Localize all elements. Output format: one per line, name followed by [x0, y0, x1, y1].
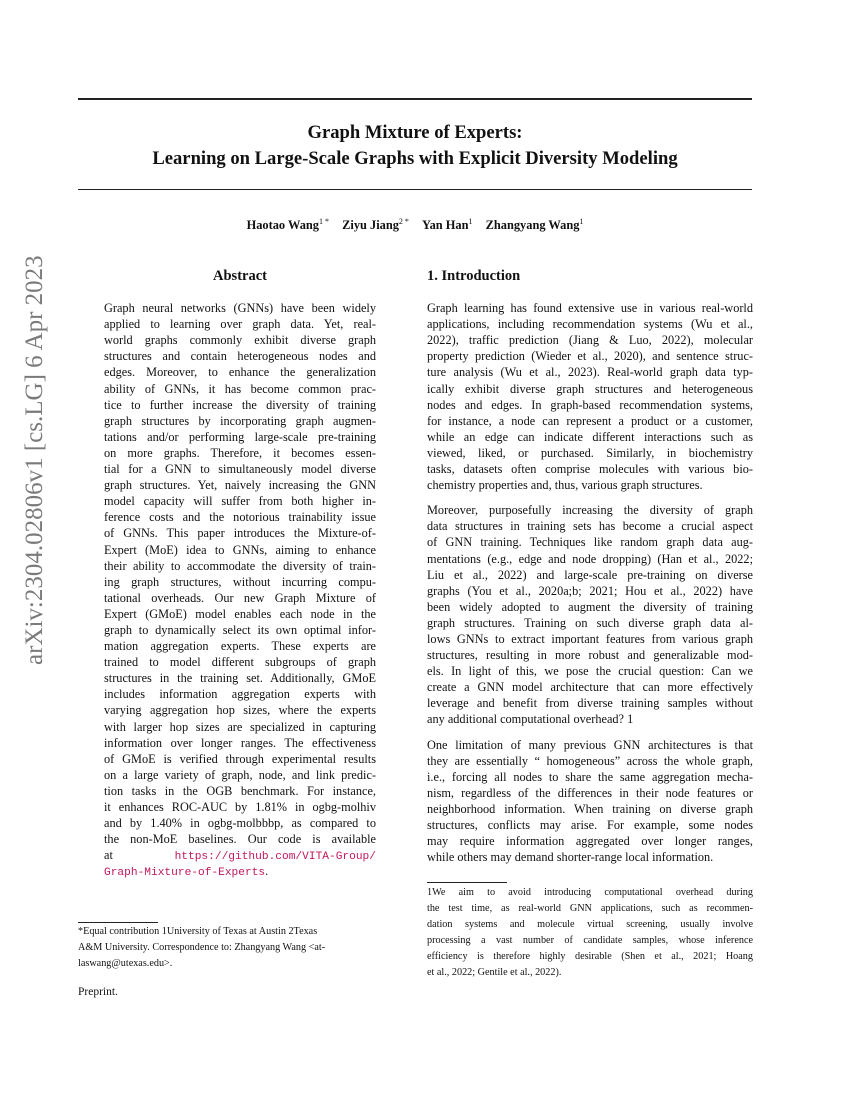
text-line: tasks, datasets often comprise molecules with various bio- — [427, 462, 753, 477]
title-bottom-rule — [78, 189, 752, 190]
footnote-computational-overhead — [427, 886, 753, 983]
text-line: graph structures. Yet, naively increasing the GNN — [104, 478, 376, 493]
text-line: mation aggregation experts. These experts are — [104, 639, 376, 654]
text-line: any additional computational overhead? 1 — [427, 712, 634, 727]
author-affiliation-mark: 2 * — [398, 216, 409, 226]
text-line: of GNN training. Techniques like random graph data aug- — [427, 535, 753, 550]
text-line: graph structures. Training on such diverse graph data al- — [427, 615, 753, 630]
abstract-url-suffix: . — [265, 864, 269, 879]
text-line: trained to model different subgroups of graph — [104, 655, 376, 670]
author-name: Yan Han — [422, 218, 469, 232]
author-name: Haotao Wang — [246, 218, 319, 232]
text-line: efficiency is therefore highly desirable (Shen et al., 2021; Hoang — [427, 951, 753, 963]
text-line: while others may demand shorter-range local information. — [427, 850, 714, 865]
abstract-url-line — [104, 847, 376, 863]
text-line: ture analysis (Wu et al., 2023). Real-world graph data typ- — [427, 365, 753, 380]
introduction-paragraph-3 — [427, 737, 753, 866]
abstract-url-prefix: at — [104, 848, 113, 863]
text-line: processing a vast number of candidate samples, whose inference — [427, 935, 753, 947]
text-line: ference costs and the notorious trainability issue — [104, 510, 376, 525]
paper-title-line-2: Learning on Large-Scale Graphs with Explicit Diversity Modeling — [152, 148, 678, 169]
text-line: graph to dynamically select its own optimal infor- — [104, 622, 376, 637]
text-line: mentations (e.g., edge and node dropping) (Han et al., 2022; — [427, 551, 753, 566]
text-line: varying aggregation hop sizes, where the experts — [104, 703, 376, 718]
text-line: One limitation of many previous GNN architectures is that — [427, 737, 753, 752]
introduction-heading: 1. Introduction — [427, 268, 521, 284]
text-line: tion tasks in the OGB benchmark. For instance, — [104, 783, 376, 798]
text-line: world graphs commonly exhibit diverse graph — [104, 333, 376, 348]
text-line: applications, including recommendation systems (Wu et al., — [427, 317, 753, 332]
text-line: nism, regardless of the differences in their node features or — [427, 785, 753, 800]
text-line: for instance, a node can represent a product or a customer, — [427, 413, 753, 428]
text-line: Moreover, purposefully increasing the diversity of graph — [427, 503, 753, 518]
code-repository-link[interactable]: https://github.com/VITA-Group/ — [174, 851, 376, 864]
author-affiliation-mark: 1 * — [319, 216, 329, 226]
author-affiliation-mark: 1 — [579, 216, 584, 226]
text-line: on a large variety of graph, node, and link predic- — [104, 767, 376, 782]
abstract-body — [104, 300, 376, 847]
text-line: been widely adopted to augment the diversity of training — [427, 599, 753, 614]
text-line: structures, resulting in more robust and generalizable mod- — [427, 648, 753, 663]
author — [486, 218, 584, 232]
arxiv-identifier-stamp[interactable]: arXiv:2304.02806v1 [cs.LG] 6 Apr 2023 — [21, 255, 48, 665]
text-line: Graph neural networks (GNNs) have been widely — [104, 301, 376, 316]
text-line: graph structures by incorporating graph augmen- — [104, 413, 376, 428]
text-line: of GMoE is verified through experimental results — [104, 751, 376, 766]
text-line: Expert (MoE) idea to GNNs, aiming to enhance — [104, 542, 376, 557]
author-affiliation-mark: 1 — [468, 216, 473, 226]
introduction-column — [427, 268, 753, 874]
text-line: 1We aim to avoid introducing computational overhead during — [427, 887, 753, 898]
text-line: data structures in training sets has become a crucial aspect — [427, 519, 753, 534]
text-line: and by 1.40% in ogbg-molbbbp, as compared to — [104, 816, 376, 831]
text-line: tial for a GNN to simultaneously model diverse — [104, 462, 376, 477]
text-line: Expert (GMoE) model enables each node in the — [104, 606, 376, 621]
text-line: ically exhibit diverse graph structures and heterogeneous — [427, 381, 753, 396]
text-line: tational overheads. Our new Graph Mixture of — [104, 590, 376, 605]
text-line: viewed, liked, or purchased. Similarly, in biochemistry — [427, 445, 753, 460]
footnote-line: *Equal contribution 1University of Texas at Austin 2Texas — [78, 926, 318, 937]
footnote-line: laswang@utexas.edu>. — [78, 958, 173, 970]
text-line: on more graphs. Therefore, it becomes essen- — [104, 445, 376, 460]
text-line: it enhances ROC-AUC by 1.81% in ogbg-molhiv — [104, 800, 376, 814]
abstract-heading: Abstract — [213, 268, 267, 284]
text-line: includes information aggregation experts with — [104, 687, 376, 702]
text-line: they are essentially “ homogeneous” across the whole graph, — [427, 753, 753, 768]
text-line: et al., 2022; Gentile et al., 2022). — [427, 967, 562, 979]
author-name: Zhangyang Wang — [485, 218, 580, 232]
introduction-paragraph-2 — [427, 502, 753, 727]
text-line: ability of GNNs, it has become common prac- — [104, 381, 376, 396]
text-line: with larger hop sizes are specialized in capturing — [104, 719, 376, 734]
paper-title-line-1: Graph Mixture of Experts: — [307, 122, 523, 143]
text-line: leverage and benefit from diverse training samples without — [427, 696, 753, 711]
title-top-rule — [78, 98, 752, 100]
footnote-affiliations — [78, 925, 376, 973]
text-line: Liu et al., 2022) and large-scale pre-training on diverse — [427, 567, 753, 582]
text-line: graphs (You et al., 2020a;b; 2021; Hou et al., 2022) have — [427, 583, 753, 598]
text-line: model capacity will suffer from both higher in- — [104, 494, 376, 509]
text-line: dation systems and molecule virtual screening, usually involve — [427, 919, 753, 931]
author-name: Ziyu Jiang — [342, 218, 399, 232]
text-line: of GNNs. This paper introduces the Mixture-of- — [104, 526, 376, 541]
text-line: lows GNNs to extract important features from various graph — [427, 631, 753, 646]
footnote-rule — [427, 882, 507, 883]
text-line: their ability to accommodate the diversity of train- — [104, 558, 376, 573]
text-line: edges. Moreover, to enhance the generalization — [104, 365, 376, 380]
text-line: i.e., forcing all nodes to share the same aggregation mecha- — [427, 769, 753, 784]
text-line: structures in the training set. Additionally, GMoE — [104, 671, 376, 686]
text-line: the non-MoE baselines. Our code is available — [104, 832, 376, 847]
text-line: create a GNN model architecture that can more effectively — [427, 680, 753, 695]
footnote-rule — [78, 922, 158, 923]
author — [247, 218, 329, 232]
text-line: els. In light of this, we pose the crucial question: Can we — [427, 664, 753, 679]
text-line: tice to further increase the diversity of training — [104, 397, 376, 412]
text-line: chemistry properties and, thus, various graph structures. — [427, 478, 703, 493]
footnote-line: A&M University. Correspondence to: Zhangyang Wang <at- — [78, 942, 326, 954]
text-line: structures and contain heterogeneous nodes and — [104, 349, 376, 364]
text-line: neighborhood information. When training on diverse graph — [427, 801, 753, 816]
text-line: tations and/or performing large-scale pre-training — [104, 429, 376, 444]
text-line: may require information aggregated over longer ranges, — [427, 834, 753, 849]
text-line: ing graph structures, without incurring compu- — [104, 574, 376, 589]
text-line: nodes and edges. In graph-based recommendation systems, — [427, 397, 753, 412]
author-list — [78, 218, 752, 233]
abstract-url-line — [104, 863, 376, 879]
code-repository-link-continued[interactable]: Graph-Mixture-of-Experts — [104, 867, 266, 880]
text-line: while an edge can indicate different interactions such as — [427, 429, 753, 444]
text-line: information over longer ranges. The effectiveness — [104, 735, 376, 750]
text-line: applied to learning over graph data. Yet, real- — [104, 317, 376, 332]
text-line: 2022), traffic prediction (Jiang & Luo, 2022), molecular — [427, 333, 753, 348]
preprint-label: Preprint. — [78, 986, 118, 998]
abstract-column — [104, 268, 376, 879]
introduction-paragraph-1 — [427, 300, 753, 493]
text-line: property prediction (Wieder et al., 2020), and sentence struc- — [427, 349, 753, 364]
author — [342, 218, 409, 232]
text-line: structures, conflicts may arise. For example, some nodes — [427, 818, 753, 832]
text-line: Graph learning has found extensive use in various real-world — [427, 301, 753, 316]
author — [422, 218, 472, 232]
text-line: the test time, as real-world GNN applications, such as recommen- — [427, 903, 753, 915]
